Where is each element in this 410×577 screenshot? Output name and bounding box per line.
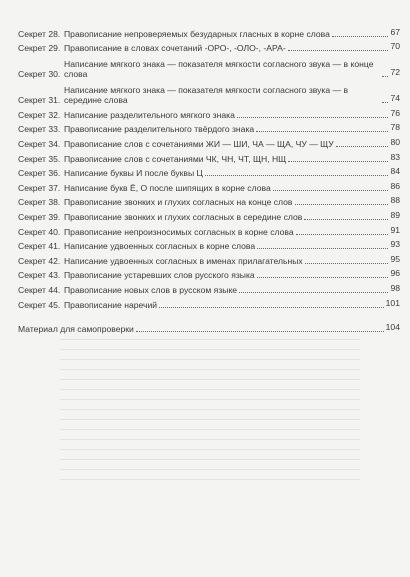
toc-entry-label: Секрет 34. <box>18 138 61 149</box>
toc-entry-title: Правописание разделительного твёрдого знака <box>64 124 255 135</box>
toc-entry-page: 88 <box>390 195 400 206</box>
toc-entry-title-wrap <box>64 210 400 224</box>
toc-leader-dots <box>288 161 388 162</box>
toc-entry-label: Секрет 44. <box>18 284 61 295</box>
toc-entry[interactable] <box>18 195 400 210</box>
toc-entry-label: Секрет 39. <box>18 211 61 222</box>
toc-entry-title-wrap <box>64 85 400 107</box>
toc-entry-page: 76 <box>390 107 400 118</box>
toc-entry[interactable] <box>18 297 400 312</box>
toc-entry-title: Правописание непроизносимых согласных в корне слова <box>64 226 294 237</box>
toc-entry[interactable] <box>18 224 400 239</box>
toc-entry-title-wrap <box>64 239 400 253</box>
toc-entry[interactable] <box>18 166 400 181</box>
toc-entry-page: 84 <box>390 166 400 177</box>
toc-leader-dots <box>295 204 389 205</box>
toc-entry-page: 91 <box>390 224 400 235</box>
toc-entry-title: Написание разделительного мягкого знака <box>64 109 235 120</box>
toc-entry-title-wrap <box>64 181 400 195</box>
toc-entry-page: 67 <box>390 26 400 37</box>
toc-leader-dots <box>382 76 388 77</box>
toc-entry-label: Секрет 28. <box>18 28 61 39</box>
toc-entry-label: Секрет 30. <box>18 69 61 80</box>
toc-entry-title: Написание букв Ё, О после шипящих в корне слова <box>64 182 271 193</box>
toc-entry[interactable] <box>18 151 400 166</box>
toc-entry-label: Секрет 38. <box>18 197 61 208</box>
toc-leader-dots <box>305 263 389 264</box>
toc-entry-title-wrap <box>64 27 400 41</box>
toc-entry-page: 96 <box>390 268 400 279</box>
toc-entry-title: Правописание звонких и глухих согласных на конце слов <box>64 197 293 208</box>
toc-entry-label: Секрет 37. <box>18 182 61 193</box>
toc-entry-title-wrap <box>64 137 400 151</box>
toc-entry-page: 70 <box>390 41 400 52</box>
toc-entry-label: Секрет 29. <box>18 43 61 54</box>
toc-entry-title-wrap <box>64 254 400 268</box>
toc-entry-title: Написание мягкого знака — показателя мягкости согласного звука — в середине слова <box>64 85 349 106</box>
toc-leader-dots <box>296 234 389 235</box>
toc-entry-title: Правописание непроверяемых безударных гласных в корне слова <box>64 28 330 39</box>
toc-entry-title: Правописание наречий <box>64 299 158 310</box>
toc-entry-title-wrap <box>64 41 400 55</box>
toc-leader-dots <box>256 131 388 132</box>
toc-leader-dots <box>239 292 388 293</box>
toc-entry-label: Секрет 36. <box>18 168 61 179</box>
toc-leader-dots <box>304 219 388 220</box>
toc-entry-page: 74 <box>390 93 400 104</box>
toc-entry-label: Секрет 41. <box>18 241 61 252</box>
toc-entry-title-wrap <box>64 59 400 81</box>
toc-leader-dots <box>273 190 389 191</box>
toc-entry[interactable] <box>18 107 400 122</box>
toc-entry-label: Секрет 35. <box>18 153 61 164</box>
toc-entry[interactable] <box>18 253 400 268</box>
toc-entry[interactable] <box>18 81 400 107</box>
toc-entry-label: Секрет 33. <box>18 124 61 135</box>
toc-entry-label: Секрет 43. <box>18 270 61 281</box>
toc-entry[interactable] <box>18 26 400 41</box>
toc-entry[interactable] <box>18 55 400 81</box>
toc-entry-title-wrap <box>64 298 400 312</box>
toc-entry-page: 104 <box>385 322 400 333</box>
toc-entry-label: Секрет 45. <box>18 299 61 310</box>
toc-leader-dots <box>288 50 389 51</box>
toc-entry-title: Правописание звонких и глухих согласных в середине слов <box>64 211 303 222</box>
toc-leader-dots <box>336 146 389 147</box>
toc-leader-dots <box>159 307 384 308</box>
toc-entry-title-wrap <box>64 225 400 239</box>
toc-entry-title-wrap <box>64 166 400 180</box>
toc-entry[interactable] <box>18 268 400 283</box>
toc-entry-label: Секрет 42. <box>18 255 61 266</box>
toc-entry-title-wrap <box>64 152 400 166</box>
toc-entry-title: Правописание слов с сочетаниями ЖИ — ШИ, ЧА — ЩА, ЧУ — ЩУ <box>64 138 334 149</box>
toc-entry-page: 72 <box>390 67 400 78</box>
toc-entry-title: Материал для самопроверки <box>18 324 134 335</box>
table-of-contents <box>18 26 400 336</box>
toc-entry-label: Секрет 31. <box>18 95 61 106</box>
toc-entry-page: 89 <box>390 209 400 220</box>
toc-entry[interactable] <box>18 122 400 137</box>
bleed-through-text <box>60 330 360 530</box>
toc-entry-label: Секрет 32. <box>18 109 61 120</box>
toc-entry-title-wrap <box>64 122 400 136</box>
toc-entry[interactable] <box>18 209 400 224</box>
toc-entry-page: 83 <box>390 151 400 162</box>
toc-entry-page: 86 <box>390 180 400 191</box>
toc-entry[interactable] <box>18 180 400 195</box>
toc-entry-title: Написание мягкого знака — показателя мягкости согласного звука — в конце слова <box>64 59 374 80</box>
toc-entry-page: 101 <box>385 297 400 308</box>
toc-entry-title-wrap <box>64 195 400 209</box>
toc-entry-title-wrap <box>64 283 400 297</box>
toc-entry-title: Правописание новых слов в русском языке <box>64 284 238 295</box>
toc-entry-title: Правописание слов с сочетаниями ЧК, ЧН, ЧТ, ЩН, НЩ <box>64 153 287 164</box>
toc-entry-page: 98 <box>390 282 400 293</box>
toc-entry-title: Правописание в словах сочетаний -ОРО-, -ОЛО-, -АРА- <box>64 43 286 54</box>
toc-entry-page: 95 <box>390 253 400 264</box>
toc-entry-page: 80 <box>390 136 400 147</box>
toc-leader-dots <box>257 277 389 278</box>
toc-entry[interactable] <box>18 136 400 151</box>
toc-leader-dots <box>205 175 389 176</box>
toc-entry[interactable] <box>18 239 400 254</box>
toc-entry-page: 78 <box>390 122 400 133</box>
toc-entry-title: Написание удвоенных согласных в корне слова <box>64 241 256 252</box>
toc-entry-page: 93 <box>390 239 400 250</box>
toc-entry[interactable] <box>18 282 400 297</box>
toc-entry[interactable] <box>18 41 400 56</box>
toc-entry-title-wrap <box>64 108 400 122</box>
toc-entry-title: Написание буквы И после буквы Ц <box>64 168 203 179</box>
toc-entry-label: Секрет 40. <box>18 226 61 237</box>
toc-entry-title: Написание удвоенных согласных в именах прилагательных <box>64 255 303 266</box>
toc-leader-dots <box>257 248 388 249</box>
toc-entry-title: Правописание устаревших слов русского языка <box>64 270 255 281</box>
toc-leader-dots <box>332 36 389 37</box>
toc-leader-dots <box>237 117 389 118</box>
toc-entry-title-wrap <box>64 268 400 282</box>
toc-leader-dots <box>382 102 388 103</box>
